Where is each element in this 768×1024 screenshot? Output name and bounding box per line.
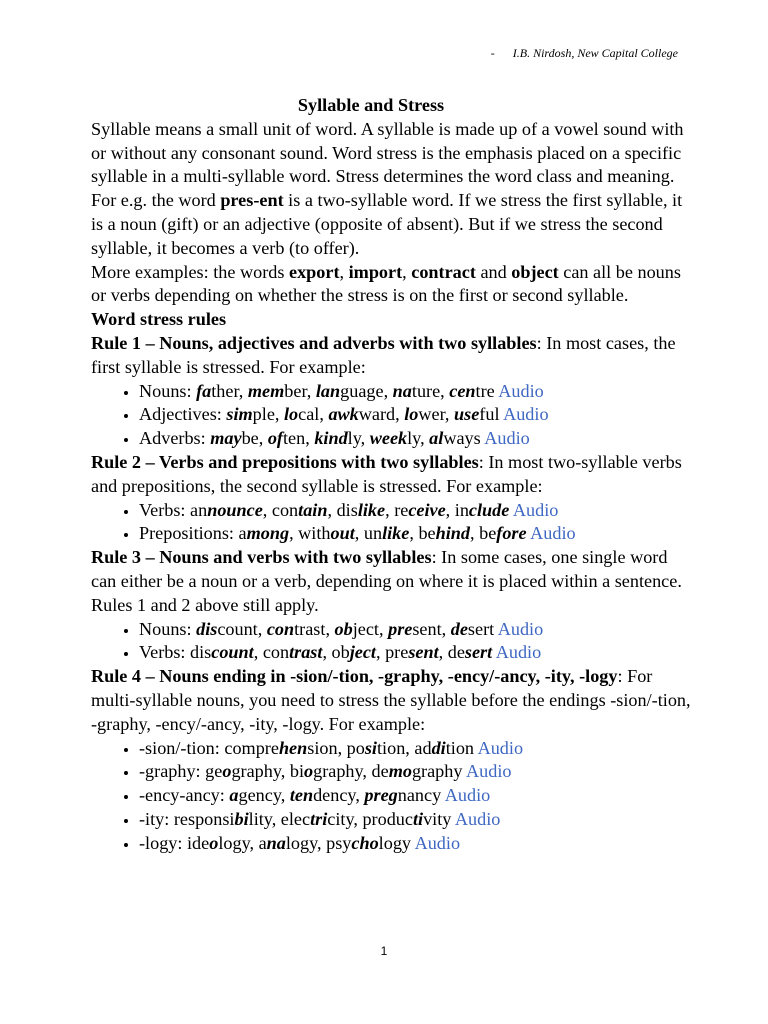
- unstressed-text: count,: [217, 618, 267, 639]
- stressed-syllable: mo: [388, 761, 412, 782]
- rule-1-paragraph: [91, 332, 691, 380]
- rule-title: Rule 4 – Nouns ending in -sion/-tion, -graphy, -ency/-ancy, -ity, -logy: [91, 666, 618, 687]
- stressed-syllable: pre: [388, 618, 413, 639]
- page-header: [491, 46, 678, 61]
- stressed-syllable: ceive: [408, 499, 446, 520]
- unstressed-text: ther,: [211, 380, 248, 401]
- stressed-syllable: may: [210, 428, 242, 449]
- stressed-syllable: nounce: [207, 499, 263, 520]
- unstressed-text: , de: [438, 642, 465, 663]
- stressed-syllable: awk: [328, 404, 359, 425]
- unstressed-text: sert: [467, 618, 495, 639]
- example-label: -logy:: [139, 832, 187, 853]
- unstressed-text: tre: [475, 380, 495, 401]
- list-item: [139, 499, 691, 523]
- unstressed-text: ten,: [282, 428, 315, 449]
- example-label: -ency-ancy:: [139, 785, 230, 806]
- audio-link[interactable]: Audio: [503, 404, 549, 425]
- unstressed-text: be,: [241, 428, 268, 449]
- unstressed-text: ful: [479, 404, 500, 425]
- unstressed-text: guage,: [340, 380, 393, 401]
- unstressed-text: ward,: [358, 404, 405, 425]
- list-item: [139, 760, 691, 784]
- intro-text: is a two-syllable word. If we stress the first syllable, it is a noun (gift) or an adjective (opposite of absent). But if we stress the second syllable, it becomes a verb (to offer).: [91, 190, 683, 258]
- rules-list: [91, 332, 691, 856]
- stressed-syllable: sent: [408, 642, 439, 663]
- unstressed-text: compre: [224, 737, 279, 758]
- example-label: -ity:: [139, 808, 174, 829]
- unstressed-text: sion, po: [307, 737, 365, 758]
- list-item: [139, 832, 691, 856]
- rule-examples-list: [91, 618, 691, 666]
- audio-link[interactable]: Audio: [414, 832, 461, 853]
- document-body: [91, 94, 691, 856]
- list-item: [139, 641, 691, 665]
- unstressed-text: , with: [289, 523, 331, 544]
- unstressed-text: , be: [470, 523, 497, 544]
- document-title: Syllable and Stress: [297, 95, 445, 115]
- unstressed-text: logy, psy: [285, 832, 352, 853]
- audio-link[interactable]: Audio: [454, 808, 501, 829]
- separator: ,: [339, 261, 349, 282]
- stressed-syllable: tain: [298, 499, 328, 520]
- rule-title: Rule 2 – Verbs and prepositions with two syllables: [91, 451, 479, 472]
- stressed-syllable: clude: [468, 499, 510, 520]
- example-label: -graphy:: [139, 761, 206, 782]
- unstressed-text: , pre: [375, 642, 409, 663]
- rule-description: : For multi-syllable nouns, you need to stress the syllable before the endings -sion/-tion, -graphy, -ency/-ancy, -ity, -logy. For example:: [91, 666, 691, 734]
- example-word: pres-ent: [220, 190, 284, 211]
- examples-text: More examples: the words: [91, 261, 289, 282]
- stressed-syllable: sim: [226, 404, 253, 425]
- stressed-syllable: ten: [289, 785, 314, 806]
- stressed-syllable: like: [357, 499, 386, 520]
- unstressed-text: dency,: [313, 785, 365, 806]
- rule-examples-list: [91, 499, 691, 547]
- unstressed-text: , ob: [322, 642, 350, 663]
- header-dash: -: [490, 46, 495, 60]
- stressed-syllable: hind: [435, 523, 470, 544]
- unstressed-text: wer,: [418, 404, 455, 425]
- unstressed-text: logy, a: [218, 832, 267, 853]
- unstressed-text: an: [190, 499, 208, 520]
- stressed-syllable: fore: [496, 523, 527, 544]
- unstressed-text: ber,: [284, 380, 316, 401]
- stressed-syllable: ti: [412, 808, 424, 829]
- stressed-syllable: week: [369, 428, 408, 449]
- stressed-syllable: a: [229, 785, 239, 806]
- stressed-syllable: na: [266, 832, 286, 853]
- list-item: [139, 403, 691, 427]
- unstressed-text: , re: [385, 499, 409, 520]
- list-item: [139, 380, 691, 404]
- list-item: [139, 522, 691, 546]
- unstressed-text: a: [238, 523, 247, 544]
- stressed-syllable: mong: [246, 523, 290, 544]
- example-word: object: [511, 261, 559, 282]
- stressed-syllable: hen: [278, 737, 308, 758]
- stressed-syllable: con: [266, 618, 295, 639]
- stressed-syllable: use: [454, 404, 480, 425]
- stressed-syllable: o: [209, 832, 219, 853]
- intro-paragraph: [91, 118, 691, 261]
- example-label: Verbs:: [139, 499, 191, 520]
- examples-paragraph: [91, 261, 691, 309]
- unstressed-text: vity: [423, 808, 452, 829]
- example-label: Nouns:: [139, 618, 197, 639]
- rule-description: : In some cases, one single word can either be a noun or a verb, depending on where it is placed within a sentence. Rules 1 and 2 above still apply.: [91, 547, 682, 615]
- unstressed-text: graphy, bi: [231, 761, 305, 782]
- unstressed-text: gency,: [238, 785, 290, 806]
- list-item: [139, 737, 691, 761]
- rule-description: : In most two-syllable verbs and prepositions, the second syllable is stressed. For example:: [91, 451, 682, 496]
- stressed-syllable: cho: [351, 832, 379, 853]
- stressed-syllable: lo: [404, 404, 419, 425]
- stressed-syllable: lo: [284, 404, 299, 425]
- example-word: export: [289, 261, 340, 282]
- unstressed-text: , be: [409, 523, 436, 544]
- unstressed-text: ge: [205, 761, 223, 782]
- stressed-syllable: o: [304, 761, 314, 782]
- audio-link[interactable]: Audio: [498, 380, 544, 401]
- stressed-syllable: mem: [247, 380, 285, 401]
- unstressed-text: , in: [445, 499, 469, 520]
- unstressed-text: graphy: [411, 761, 463, 782]
- stressed-syllable: cen: [449, 380, 476, 401]
- unstressed-text: , con: [253, 642, 290, 663]
- unstressed-text: ly,: [407, 428, 430, 449]
- stressed-syllable: dis: [196, 618, 218, 639]
- audio-link[interactable]: Audio: [484, 428, 530, 449]
- stressed-syllable: ject: [349, 642, 376, 663]
- unstressed-text: ject,: [352, 618, 389, 639]
- stressed-syllable: di: [431, 737, 446, 758]
- stressed-syllable: sert: [464, 642, 493, 663]
- example-label: Verbs:: [139, 642, 191, 663]
- stressed-syllable: o: [222, 761, 232, 782]
- unstressed-text: , dis: [327, 499, 358, 520]
- stressed-syllable: count: [211, 642, 254, 663]
- unstressed-text: ple,: [252, 404, 284, 425]
- audio-link[interactable]: Audio: [530, 523, 576, 544]
- example-label: Prepositions:: [139, 523, 239, 544]
- example-label: Nouns:: [139, 380, 197, 401]
- unstressed-text: dis: [190, 642, 212, 663]
- rules-heading: Word stress rules: [91, 309, 227, 330]
- rule-title: Rule 3 – Nouns and verbs with two syllables: [91, 547, 432, 568]
- unstressed-text: sent,: [412, 618, 451, 639]
- stressed-syllable: bi: [234, 808, 249, 829]
- example-word: contract: [411, 261, 476, 282]
- example-label: Adverbs:: [139, 428, 211, 449]
- rule-3-paragraph: [91, 546, 691, 617]
- unstressed-text: ly,: [347, 428, 370, 449]
- stressed-syllable: de: [450, 618, 468, 639]
- unstressed-text: , con: [262, 499, 299, 520]
- rule-description: : In most cases, the first syllable is stressed. For example:: [91, 332, 676, 377]
- stressed-syllable: fa: [196, 380, 212, 401]
- unstressed-text: graphy, de: [313, 761, 389, 782]
- stressed-syllable: out: [330, 523, 355, 544]
- unstressed-text: city, produc: [327, 808, 413, 829]
- unstressed-text: ways: [443, 428, 481, 449]
- examples-text: can all be nouns or verbs depending on whether the stress is on the first or second syllable.: [91, 261, 681, 306]
- audio-link[interactable]: Audio: [495, 642, 542, 663]
- intro-text: Syllable means a small unit of word. A syllable is made up of a vowel sound with or without any consonant sound. Word stress is the emphasis placed on a specific syllable in a multi-syllable word. Stress determines the word class and meaning. For e.g. the word: [91, 118, 684, 211]
- header-author: I.B. Nirdosh, New Capital College: [512, 46, 678, 60]
- unstressed-text: responsi: [173, 808, 235, 829]
- list-item: [139, 618, 691, 642]
- stressed-syllable: kind: [314, 428, 348, 449]
- separator: and: [475, 261, 512, 282]
- audio-link[interactable]: Audio: [497, 618, 544, 639]
- list-item: [139, 784, 691, 808]
- unstressed-text: , un: [354, 523, 383, 544]
- stressed-syllable: of: [267, 428, 283, 449]
- stressed-syllable: na: [392, 380, 412, 401]
- unstressed-text: ture,: [411, 380, 450, 401]
- list-item: [139, 427, 691, 451]
- example-label: -sion/-tion:: [139, 737, 225, 758]
- unstressed-text: trast,: [294, 618, 335, 639]
- separator: ,: [402, 261, 412, 282]
- stressed-syllable: al: [429, 428, 444, 449]
- unstressed-text: tion: [445, 737, 475, 758]
- example-label: Adjectives:: [139, 404, 227, 425]
- stressed-syllable: ob: [334, 618, 353, 639]
- stressed-syllable: trast: [289, 642, 323, 663]
- rule-title: Rule 1 – Nouns, adjectives and adverbs with two syllables: [91, 332, 537, 353]
- stressed-syllable: like: [382, 523, 410, 544]
- audio-link[interactable]: Audio: [466, 761, 512, 782]
- stressed-syllable: si: [364, 737, 377, 758]
- stressed-syllable: tri: [310, 808, 328, 829]
- stressed-syllable: preg: [364, 785, 398, 806]
- example-word: import: [348, 261, 403, 282]
- unstressed-text: logy: [378, 832, 412, 853]
- list-item: [139, 808, 691, 832]
- stressed-syllable: lan: [315, 380, 341, 401]
- page-number: 1: [380, 944, 388, 958]
- audio-link[interactable]: Audio: [444, 785, 491, 806]
- audio-link[interactable]: Audio: [512, 499, 559, 520]
- rule-2-paragraph: [91, 451, 691, 499]
- unstressed-text: lity, elec: [248, 808, 311, 829]
- rule-examples-list: [91, 737, 691, 856]
- rule-4-paragraph: [91, 665, 691, 736]
- unstressed-text: cal,: [298, 404, 329, 425]
- audio-link[interactable]: Audio: [477, 737, 524, 758]
- unstressed-text: tion, ad: [377, 737, 432, 758]
- unstressed-text: nancy: [397, 785, 442, 806]
- unstressed-text: ide: [187, 832, 210, 853]
- rule-examples-list: [91, 380, 691, 451]
